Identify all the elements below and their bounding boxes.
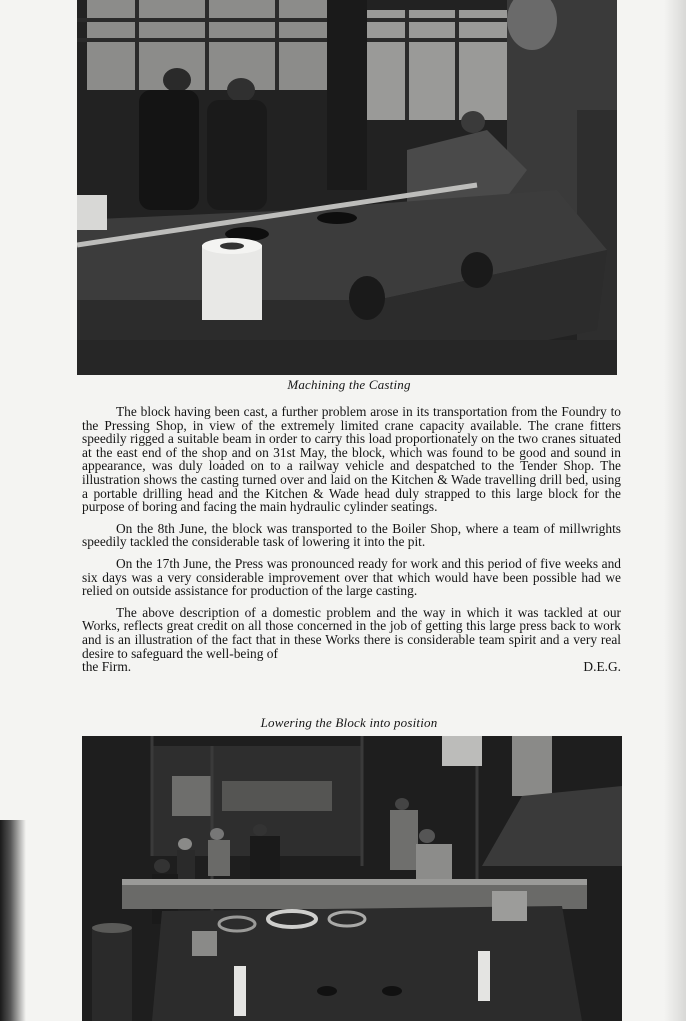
caption-lowering-block: Lowering the Block into position	[260, 715, 438, 730]
photo-top-illustration	[77, 0, 617, 375]
photo-bottom-illustration	[82, 736, 622, 1021]
page-edge-right	[664, 0, 686, 1021]
article-body	[82, 405, 621, 674]
caption-machining-casting: Machining the Casting	[287, 377, 411, 392]
photo-machining-casting	[77, 0, 617, 375]
author-signature: D.E.G.	[583, 659, 621, 675]
paragraph-4: The above description of a domestic problem and the way in which it was tackled at our Works, reflects great credit on all those concerned in the job of getting this large press back to work and is an illustration of the fact that in these Works there is considerable team spirit and a very real desire to safeguard the well-being of	[82, 604, 621, 661]
paragraph-3: On the 17th June, the Press was pronounced ready for work and this period of five weeks and six days was a very considerable improvement over that which would have been possible had we relied on outside assistance for production of the large casting.	[82, 555, 621, 599]
photo-lowering-block	[82, 736, 622, 1021]
paragraph-1: The block having been cast, a further problem arose in its transportation from the Foundry to the Pressing Shop, in view of the extremely limited crane capacity available. The crane fitters speedily rigged a suitable beam in order to carry this load proportionately on the two cranes situated at the east end of the shop and on 31st May, the block, which was found to be good and sound in appearance, was duly loaded on to a railway vehicle and despatched to the Tender Shop. The illustration shows the casting turned over and laid on the Kitchen & Wade travelling drill bed, using a portable drilling head and the Kitchen & Wade head duly strapped to this large block for the purpose of boring and facing the main hydraulic cylinder seatings.	[82, 404, 621, 515]
closing-line	[82, 660, 621, 674]
paragraph-2: On the 8th June, the block was transported to the Boiler Shop, where a team of millwrights speedily tackled the considerable task of lowering it into the pit.	[82, 520, 621, 550]
closing-text: the Firm.	[82, 659, 132, 675]
page-edge-shadow	[0, 820, 26, 1021]
